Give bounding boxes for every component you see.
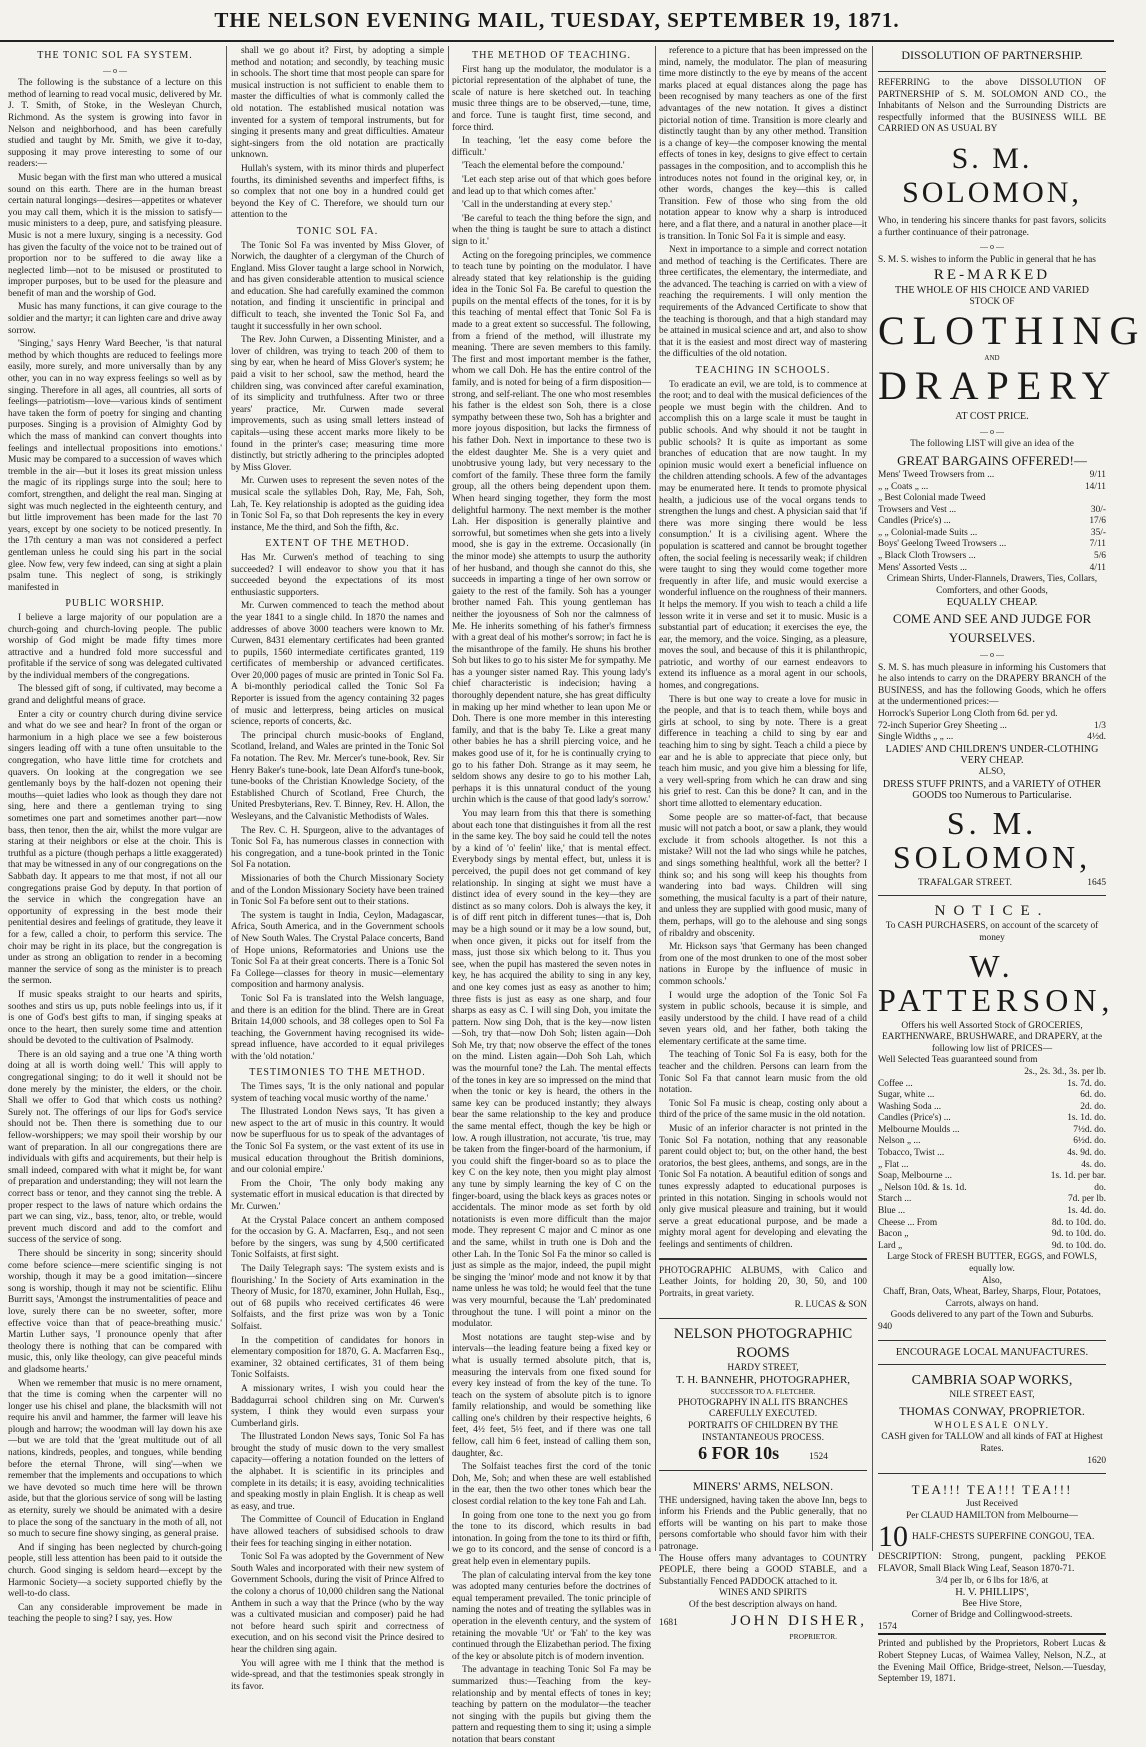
paragraph: In the competition of candidates for honors in elementary composition for 1870, G. A. Macfarren Esq., examiner, 32 obtained certificates, 31 of them being Tonic Solfaists. (231, 1335, 444, 1381)
paragraph: The Solfaist teaches first the cord of the tonic Doh, Me, Soh; and when these are well established in the ear, then the two other tones which bear the closest cordial relation to the key tone Fah and Lah. (452, 1462, 651, 1508)
price-value: do. (1094, 1182, 1106, 1193)
paragraph: At the Crystal Palace concert an anthem composed for the occasion by G. A. Macfarren, Esq., and not seen before by the singers, was sung by 4,500 certificated Tonic Solfaists, at first sight. (231, 1215, 444, 1261)
ad-line: To CASH PURCHASERS, on account of the scarcety of money (885, 921, 1099, 943)
ad-line: Well Selected Teas guaranteed sound from (878, 1055, 1038, 1066)
price-item: Blue ... (878, 1206, 906, 1217)
price-item: Lard „ (878, 1240, 903, 1251)
price-row (878, 470, 1106, 482)
ad-number: 940 (878, 1321, 893, 1332)
paragraph: The teaching of Tonic Sol Fa is easy, both for the teacher and the children. Persons can learn from the Tonic Sol Fa that cannot learn music from the old notation. (659, 1050, 867, 1096)
price-item: Washing Soda ... (878, 1101, 942, 1112)
ad-text: S. M. S. wishes to inform the Public in general that he has (878, 254, 1096, 265)
price-row (878, 1113, 1106, 1125)
ad-text: CASH given for TALLOW and all kinds of FAT at Highest Rates. (881, 1432, 1103, 1454)
tea-ad (878, 1480, 1106, 1633)
paragraph: A missionary writes, I wish you could hear the Baddagurrai school children sing on Mr. Curwen's system, I think they would even surpass your Cumberland girls. (231, 1383, 444, 1429)
ad-line: Of the best description always on hand. (688, 1600, 838, 1611)
ad-line: HALF-CHESTS SUPERFINE CONGOU, TEA. (912, 1531, 1095, 1542)
ad-line: THOMAS CONWAY, PROPRIETOR. (899, 1403, 1085, 1418)
paragraph: In teaching, 'let the easy come before the difficult.' (452, 136, 651, 158)
separator: — o — (980, 242, 1004, 252)
price-value: 5/6 (1094, 551, 1106, 562)
price-value: 6d. do. (1080, 1090, 1106, 1101)
price-value: 6½d. do. (1073, 1136, 1106, 1147)
section-heading: EXTENT OF THE METHOD. (265, 538, 410, 550)
ad-line: STOCK OF (969, 296, 1015, 307)
separator: — o — (980, 426, 1004, 436)
price-value: 30/- (1090, 504, 1106, 515)
paragraph: 'Be careful to teach the thing before the sign, and when the thing is taught be sure to attach a distinct sign to it.' (452, 213, 651, 247)
paragraph: The Times says, 'It is the only national and popular system of teaching vocal music worthy of the name.' (231, 1082, 444, 1104)
section-heading: TEACHING IN SCHOOLS. (695, 365, 831, 377)
ad-line: RE-MARKED (933, 267, 1051, 284)
paragraph: The principal church music-books of England, Scotland, Ireland, and Wales are printed in the Tonic Sol Fa notation. The Rev. Mr. Mercer's tune-book, Rev. Sir Henry Baker's tune-book, late Dean Alford's tune-book, tune-books of the Christian Knowledge Society, of the Established Church of Scotland, Free Church, the United Presbyterians, Rev. T. Binney, Rev. H. Allon, the Wesleyans, and the Calvanistic Methodists of Wales. (231, 730, 444, 822)
price-item: „ „ Coats „ ... (878, 481, 929, 492)
ad-heading: MINERS' ARMS, NELSON. (692, 1478, 834, 1493)
ad-heading: NOTICE. (934, 903, 1050, 920)
price-item: 72-inch Superior Grey Sheeting ... (878, 720, 1007, 731)
price-row (878, 1090, 1106, 1102)
price-value: 4s. 9d. do. (1067, 1148, 1106, 1159)
price-value: 1/3 (1094, 720, 1106, 731)
price-item: Bacon „ (878, 1229, 909, 1240)
ad-line: Just Received (966, 1499, 1018, 1510)
soap-works-ad (878, 1347, 1106, 1468)
price-item: Starch ... (878, 1194, 912, 1205)
paragraph: You may learn from this that there is something about each tone that distinguishes it from all the rest in the same key. The boy said he could tell the notes by a kind of 'o' feelin' like,' that is mental effect. Everybody sings by mental effect, but, unless it is perceived, the pupil does not get command of key relationship. In singing at sight we must have a distinct idea of every sound in the key—they are distinct as so many colors. Doh is always the key, it is of diff rent pitch in different tunes—that is, Doh may be a high sound or it may be a low sound, but, when once given, it picks out for itself from the mass, just those six which belong to it. Thus you see, when the pupil has mastered the seven notes in key, he has acquired the ability to sing in any key, and one key comes just as easy as another to him; three fists is just as easy as one sharp, and four sharps as easy as C. I will sing Doh, you imitate the pattern. Now sing Doh, that is the key—now listen—Soh, try that—now Doh Soh; listen again—Doh Soh Me, try that; now observe the effect of the tones on the mind. Listen again—Doh Soh Lah, which was the mournful tone? the Lah. The mental effects of the tones in key are so impressed on the mind that when the tonic or key is heard, the others in the same key can be produced instantly; they always bear the same relationship to the key and produce the same mental effect, though the key be high or low. A rough illustration, not accurate, 'tis true, may be taken from the finger-board of the harmonium, if you could shift the finger-board so as to place the key C on the key note, then you might play almost any tune by simply learning the key of C on the finger-board, using the black keys as graces notes or accidentals. The minor mode as set forth by old notationists is even more difficult than the major mode. They represent C major and C minor as one and the same, whilst in truth one is Doh and the other Lah. In the Tonic Sol Fa the minor so called is just as simple as the major, indeed, the pupil might be singing the 'minor' mode and not know it by that name unless he was told; he would feel that the tune was very mournful, because the 'Lah' predominated throughout the tune. I will point a minor on the modulator. (452, 809, 651, 1330)
price-list (878, 1079, 1106, 1253)
column-rule (655, 46, 656, 1551)
ad-line: ALSO, (978, 766, 1006, 777)
paragraph: Mr. Hickson says 'that Germany has been changed from one of the most drunken to one of the most sober nations in Europe by the influence of music in common schools.' (659, 942, 867, 987)
paragraph: There is but one way to create a love for music in the people, and that is to teach them, while boys and girls at school, to sing by note. There is a great difference in teaching a child to sing by ear and teaching him to sing by sight. Teach a child a piece by ear and he is able to appreciate that piece only, but teach him music, and you give him a blessing for life, a very well-spring from which he can draw and sing his grief to rest. Can this be done? It can, and in the short time allotted to elementary education. (659, 694, 867, 809)
ad-quantity: 10 (878, 1520, 908, 1554)
ad-line: WINES AND SPIRITS (718, 1588, 808, 1599)
paragraph: reference to a picture that has been impressed on the mind, namely, the modulator. The plan of measuring time more distinctly to the eye by means of the accent marks placed at equal distances along the page has been recognised by many teachers as one of the first advantages of the new notation. It gives a distinct pictorial notion of time. Transition is more clearly and distinctly taught than by any other method. Transition is a change of key—the composer knowing the mental effects of tones in key, designs to give effect to certain passages in the composition, and to accomplish this he introduces notes not found in the original key, or, in other words, changes the key—this is called Transition. Few of those who sing from the old notation appear to know why a sharp is introduced here, and a flat there, and a natural in another place—it is transition. In Tonic Sol Fa it is simple and easy. (659, 46, 867, 242)
ad-text: PHOTOGRAPHIC ALBUMS, with Calico and Leather Joints, for holding 20, 30, 50, and 100 Portraits, in great variety. (659, 1265, 867, 1299)
price-row (878, 1102, 1106, 1114)
paragraph: There is an old saying and a true one 'A thing worth doing at all is worth doing well.' This will apply to congregational singing; to do it well it should not be done merely by the minister, the elders, or the choir. Shall we offer to God that which costs us nothing? Surely not. The offerings of our lips for God's service should not be. Then there is something due to our fellow-worshippers; we may spoil their worship by our want of preparation. In all our congregations there are individuals with gifts and acquirements, but their help is small indeed, compared with what it might be, for want of preparation and understanding; they will not learn the correct bass or tenor, and they cannot sing the treble. A proper respect to the laws of nature which ordains the part we can sing, viz., bass, tenor, alto, or treble, would prevent much discord and add to the comfort and success of the service of song. (8, 1049, 222, 1246)
divider (878, 71, 1106, 72)
separator: — o — (980, 650, 1004, 660)
photographic-rooms-ad (659, 1325, 867, 1464)
price-row (878, 1241, 1106, 1253)
ad-line: The following LIST will give an idea of the (910, 439, 1074, 450)
paragraph: Enter a city or country church during divine service and what do we see and hear? In front of the organ or harmonium in a high place we see a few boisterous singers leading off with a tune often unsuitable to the congregation, who have little time for crotchets and quavers. On looking at the congregation we see gentlemanly boys by the half-dozen not opening their mouths—quiet ladies who look as though they dare not sing, here and there a gentleman trying to sing sometimes one part and sometimes another part—now bass, then tenor, then the air, whilst the more vulgar are staring at their neighbors or else at the choir. This is truthful as a picture (though perhaps a little exaggerated) that may be witnessed in any of our congregations on the Sabbath day. It appears to me that most, if not all our congregations praise God by deputy. In that portion of the service in which the congregation have an opportunity of expressing in the best mode their penitential desires and feelings of gratitude, they leave it for a few, called a choir, to perform this service. The choir may be right in its place, but the congregation is under as strong an obligation to render in a becoming manner the service of song as the minister is to preach the sermon. (8, 709, 223, 987)
ad-line: Large Stock of FRESH BUTTER, EGGS, and FOWLS, equally low. (887, 1252, 1097, 1274)
price-row (878, 482, 1106, 494)
paragraph: I would urge the adoption of the Tonic Sol Fa system in public schools, because it is simple, and easily understood by the child. I have read of a child seven years old, and her father, both taking the elementary certificate at the same time. (659, 990, 867, 1047)
paragraph: Music began with the first man who uttered a musical sound on this earth. There are in the human breast certain natural longings—desires—appetites or whatever you may call them, which it is the mission to satisfy—music ministers to a deep, pure, and satisfying pleasure. Music is not a mere luxury, singing is a necessity. God has given the faculty of the voice not to be trained out of proportion nor to be suffered to die away like a neglected limb—not to be misused or prostituted to improper purposes, but to be used for the pleasure and benefit of man and the worship of God. (8, 172, 222, 299)
price-item: Horrock's Superior Long Cloth from 6d. per yd. (878, 709, 1058, 719)
ad-line: HARDY STREET, (727, 1362, 799, 1373)
ad-number: 1524 (809, 1452, 828, 1463)
price-value: 8d. to 10d. do. (1051, 1217, 1106, 1228)
column-5 (878, 46, 1146, 1685)
ad-heading: NELSON PHOTOGRAPHIC ROOMS (673, 1325, 853, 1361)
ad-line: AT COST PRICE. (955, 411, 1029, 423)
price-row (878, 505, 1106, 517)
ad-number: 1620 (1087, 1455, 1106, 1466)
price-item: „ Black Cloth Trowsers ... (878, 551, 976, 562)
ad-line: DRESS STUFF PRINTS, and a VARIETY of OTHER GOODS too Numerous to Particularise. (882, 778, 1102, 802)
paragraph: First hang up the modulator, the modulator is a pictorial representation of the alphabet of tune, the scale of nature is here sketched out. In teaching music three things are to be observed,—tune, time, and force. Tune is taught first, time second, and force third. (452, 64, 651, 133)
paragraph: And if singing has been neglected by church-going people, still less attention has been paid to it outside the church. Good singing is seldom heard—except by the Harmonic Society—a society supported chiefly by the well-to-do class. (8, 1542, 222, 1600)
price-row (878, 563, 1106, 575)
miners-arms-ad (659, 1477, 867, 1643)
ad-name: S. M. SOLOMON, (892, 804, 1092, 875)
ad-line: Per CLAUD HAMILTON from Melbourne— (906, 1510, 1078, 1521)
paragraph: Acting on the foregoing principles, we commence to teach tune by pointing on the modulator. I have already stated that key relationship is the guiding idea in the Tonic Sol Fa. Be careful to question the pupils on the mental effects of the tones, for it is by this teaching of mental effect that Tonic Sol Fa is made to a great extent so successful. The following, from a friend of the method, will illustrate my meaning. 'There are seven members to this family. The first and most important member is the father, whom we call Doh. He has the entire control of the family, and is noted for being of a firm disposition—strong, and self-reliant. The one who most resembles his father is the eldest son Soh, there is a close sympathy between these two, Soh has a brighter and more joyous disposition, but lacks the firmness of his father Doh. Next in importance to these two is the eldest daughter Me. She is a very quiet and unobtrusive young lady, but very necessary to the comfort of the family. These three form the family group, all the others being dependent upon them. When heard singing together, they form the most delightful harmony. The next member is the mother Lah. Her disposition is generally plaintive and sorrowful, but sometimes when she gets into a lively mood, she is gay in the extreme. Occasionally (in the minor mode) she attempts to usurp the authority of her husband, and though she cannot do this, she succeeds in imparting a tinge of her own sorrow or gaiety to the rest of the family. Soh has a younger brother named Fah. This young gentleman has neither the joyousness of Soh nor the calmness of Me. He inherits something of his father's firmness with a great deal of his mother's sorrow; in fact he is the misanthrope of the family. He shuns his brother Soh but likes to go to his sister Me for sympathy. Me has a younger sister named Ray. This young lady's chief characteristic is indecision; having a thoroughly dependent nature, she has great difficulty in making up her mind whether to lean upon Me or Doh. There is one more member in this interesting family, and that is the baby Te. Like a great many other babies he has a shrill piercing voice, and he makes good use of it, for he is continually crying to go to his father Doh. Strange as it may seem, he seldom shows any desire to go to his mother Lah, perhaps it is this unnatural conduct of the young urchin which is the cause of that good lady's sorrow.' (452, 250, 651, 806)
price-row (878, 1136, 1106, 1148)
price-value: 35/- (1090, 527, 1106, 538)
ad-line: CAREFULLY EXECUTED. (708, 1409, 818, 1420)
price-item: „ Best Colonial made Tweed (878, 493, 986, 504)
paragraph: You will agree with me I think that the method is wide-spread, and that the testimonies speak strongly in its favor. (231, 1658, 444, 1692)
price-item: Mens' Tweed Trowsers from ... (878, 469, 995, 480)
ad-line: 3/4 per lb, or 6 lbs for 18/6, at (935, 1575, 1049, 1586)
price-value: 7/11 (1089, 539, 1106, 550)
paragraph: The Rev. C. H. Spurgeon, alive to the advantages of Tonic Sol Fa, has numerous classes in connection with his congregation, and a tune-book printed in the Tonic Sol Fa notation. (231, 825, 444, 871)
price-value: 14/11 (1084, 481, 1106, 492)
ad-text: The House offers many advantages to COUNTRY PEOPLE, there being a GOOD STABLE, and a Substantially Fenced PADDOCK attached to it. (659, 1553, 867, 1587)
paragraph: The following is the substance of a lecture on this method of learning to read vocal music, delivered by Mr. J. T. Smith, of Stoke, in the Wesleyan Church, Richmond. As the system is growing into favor in Nelson and neighborhood, and has been carefully studied and taught by Mr. Smith, we give it to-day, supposing it may prove interesting to some of our readers:— (8, 78, 222, 170)
paragraph: The Rev. John Curwen, a Dissenting Minister, and a lover of children, was trying to teach 200 of them to sing by ear, when he heard of Miss Glover's system; he paid a visit to her school, saw the method, heard the children sing, was convinced after careful examination, of its simplicity and truthfulness. After two or three years' practice, Mr. Curwen made several improvements, such as using small letters instead of capitals—using these accent marks more likely to be found in the printer's case; measuring time more distinctly, but strictly adhering to the principles adopted by Miss Glover. (231, 335, 444, 473)
price-row (878, 1194, 1106, 1206)
ad-line: 2s., 2s. 3d., 3s. per lb. (1024, 1066, 1106, 1077)
ad-number: 1645 (1087, 877, 1106, 888)
paragraph: Some people are so matter-of-fact, that because music will not patch a boot, or saw a plank, they would exclude it from schools altogether. Is not this a mistake? Will not the lad who sings while he patches, and sings something healthful, work all the better? I think so; and his song will keep his thoughts from wandering into bad ways. Children will sing something, the musical faculty is a part of their nature, and unless they are supplied with good music, many of them, perhaps, will go to the alehouse and sing songs of ribaldry and obscenity. (659, 812, 867, 939)
paragraph: From the Choir, 'The only body making any systematic effort in musical education is that directed by Mr. Curwen.' (231, 1178, 444, 1212)
paragraph: The Committee of Council of Education in England have allowed teachers of subsidised schools to draw their fees for teaching singing in either notation. (231, 1515, 444, 1549)
price-item: Boys' Geelong Tweed Trowsers ... (878, 539, 1007, 550)
ad-line: T. H. BANNEHR, PHOTOGRAPHER, (675, 1373, 851, 1386)
paragraph: Has Mr. Curwen's method of teaching to sing succeeded? I will endeavor to show you that it has succeeded beyond the expectations of its most enthusiastic supporters. (231, 552, 444, 598)
section-heading: THE METHOD OF TEACHING. (472, 50, 631, 61)
ad-line: COME AND SEE AND JUDGE FOR YOURSELVES. (892, 611, 1092, 646)
divider (878, 1340, 1106, 1341)
ad-text: Offers his well Assorted Stock of GROCERIES, EARTHENWARE, BRUSHWARE, and DRAPERY, at the following low list of PRICES— (881, 1020, 1103, 1054)
ad-text: THE undersigned, having taken the above Inn, begs to inform his Friends and the Public generally, that no efforts will be wanting on his part to make those persons comfortable who should favor him with their patronage. (659, 1495, 867, 1553)
paragraph: 'Singing,' says Henry Ward Beecher, 'is that natural method by which thoughts are reduced to feelings more easily, more surely, and more universally than by any other, you can in no way express feelings so well as by singing. Therefore in all ages, all countries, all sorts of feelings—patriotism—love—various kinds of sentiment have taken the form of poetry for singing and chanting purposes. Singing is a provision of Almighty God by which the mass of mankind can convert thoughts into feelings and intellectual propositions into emotions.' Music may be compared to a succession of waves which tremble in the air—but it loses its great mission unless the magic of its ripplings surge into the soul; here to comfort, strengthen, and delight the real man. Singing at sight was much neglected in the eighteenth century, and but little improvement has been made for the last 70 years, except by one society to be noticed presently. In the 17th century a man was not considered a perfect gentleman unless he could sing his part in the social glee. Now few, very few indeed, can sing at sight a plain psalm tune. This neglect of song, is strikingly manifested in (8, 339, 222, 593)
ad-line: LADIES' AND CHILDREN'S UNDER-CLOTHING VERY CHEAP. (885, 743, 1099, 767)
ad-heading: ENCOURAGE LOCAL MANUFACTURES. (895, 1346, 1089, 1358)
ad-line: Corner of Bridge and Collingwood-streets. (911, 1610, 1073, 1621)
price-item: Coffee ... (878, 1078, 913, 1089)
ad-line: Goods delivered to any part of the Town and Suburbs. (890, 1310, 1094, 1321)
ad-line: PHOTOGRAPHY IN ALL ITS BRANCHES (678, 1397, 848, 1408)
paragraph: The system is taught in India, Ceylon, Madagascar, Africa, South America, and in the Government schools of New South Wales. The Crystal Palace concerts, Band of Hope unions, Reformatories and Unions use the Tonic Sol Fa at their great concerts. There is a Tonic Sol Fa College—classes for theory in music—elementary composition and harmony analysis. (231, 910, 444, 991)
price-row (878, 551, 1106, 563)
paragraph: Mr. Curwen commenced to teach the method about the year 1841 to a single child. In 1870 the names and addresses of above 3000 teachers were known to Mr. Curwen, 8431 elementary certificates had been granted to pupils, 1560 intermediate certificates granted, 119 certificates of membership or advanced certificates. Over 20,000 pages of music are printed in Tonic Sol Fa. A bi-monthly periodical called the Tonic Sol Fa Reporter is issued from the agency containing 32 pages of music and letterpress, being articles on musical science, reports of concerts, &c. (231, 601, 444, 728)
paragraph: Tonic Sol Fa is translated into the Welsh language, and there is an edition for the blind. There are in Great Britain 14,000 schools, and 38 colleges open to Sol Fa teaching, the Government having recognised its wide-spread influence, have accorded to it equal privileges with the 'old notation.' (231, 993, 444, 1062)
paragraph: The Tonic Sol Fa was invented by Miss Glover, of Norwich, the daughter of a clergyman of the Church of England. Miss Glover taught a large school in Norwich, and has given considerable attention to musical science and education. She had carefully examined the common notation, and finding it unscientific in principal and difficult to teach, she invented the Tonic Sol Fa, and taught it successfully in her own school. (231, 240, 444, 332)
paragraph: I believe a large majority of our population are a church-going and church-loving people. The public worship of God might be made fifty times more attractive and a hundred fold more successful and profitable if the service of song was delegated cultivated by the individual members of the congregations. (8, 612, 222, 681)
price-row (878, 1218, 1106, 1230)
paragraph: To eradicate an evil, we are told, is to commence at the root; and to deal with the musical deficiences of the people we must begin with the children. And to accomplish this on a large scale it must be taught in public schools. And why should it not be taught in public schools? It is quite as important as some branches of education that are now taught. In my opinion music would exert a beneficial influence on the children attending schools. A few of the advantages may be enumerated here. It tends to promote physical health, a judicious use of the vocal organs tends to strengthen the lungs and chest. A physician said that 'if there was more singing there would be less consumption.' It is a civilising agent. Where the population is scattered and cannot be brought together often, the social feeling is necessarily weak; if children were taught to sing they would come together more frequently in after life, and music would exercise a wonderful influence on the roughness of their manners. It helps the memory. If you wish to teach a child a life lesson write it in verse and set it to music. Music is a substantial part of education; it exercises the eye, the ear, the memory, and the voice. Singing, as a pleasure, moves the soul, and because of this it is philanthropic, patriotic, and worthy of our earnest endeavors to extend its influence as a moral agent in our schools, homes, and congregations. (659, 379, 867, 692)
price-item: Tobacco, Twist ... (878, 1148, 945, 1159)
paragraph: The advantage in teaching Tonic Sol Fa may be summarized thus:—Teaching from the key-relationship and by mental effects of tones in key; teaching by pattern on the modulator—the teacher not singing with the pupils but giving them the pattern and requesting them to sing it; using a simple notation that bears constant (452, 1665, 651, 1745)
paragraph: Missionaries of both the Church Missionary Society and of the London Missionary Society have been trained in Tonic Sol Fa before sent out to their stations. (231, 873, 444, 908)
price-item: Nelson „ ... (878, 1136, 921, 1147)
ad-line: INSTANTANEOUS PROCESS. (702, 1432, 824, 1443)
price-item: Mens' Assorted Vests ... (878, 562, 968, 573)
price-row (878, 709, 1106, 721)
price-value: 7½d. do. (1073, 1124, 1106, 1135)
price-item: „ Flat ... (878, 1159, 909, 1170)
paragraph: Mr. Curwen uses to represent the seven notes of the musical scale the syllables Doh, Ray, Me, Fah, Soh, Lah, Te. Key relationship is adopted as the guiding idea in Tonic Sol Fa, so that Doh represents the key in every instance, Me the third, and Soh the fifth, &c. (231, 476, 444, 533)
price-item: Candles (Price's) ... (878, 516, 951, 527)
ad-line: H. V. PHILLIPS', (955, 1587, 1029, 1599)
paragraph: Next in importance to a simple and correct notation and method of teaching is the Certificates. There are three certificates, the elementary, the intermediate, and the advanced. The teaching is carried on with a view of reaching the requirements. I will only mention the requirements of the Advanced Certificate to show that the teaching is thorough, and that a high standard may be attained in musical science and art, and also to show that it is the easiest and most direct way of mastering the difficulties of the old notation. (659, 245, 867, 360)
price-value: 1s. 7d. do. (1067, 1078, 1106, 1089)
price-row (878, 516, 1106, 528)
price-row (878, 1125, 1106, 1137)
price-value: 17/6 (1089, 516, 1106, 527)
divider (659, 1258, 867, 1260)
masthead: THE NELSON EVENING MAIL, TUESDAY, SEPTEMBER 19, 1871. (0, 0, 1114, 42)
price-item: Single Widths „ „ ... (878, 732, 954, 743)
price-value: 1s. 1d. do. (1067, 1113, 1106, 1124)
paragraph: Music of an inferior character is not printed in the Tonic Sol Fa notation, nothing that any reasonable parent could object to; but, on the other hand, the best oratorios, the best glees, anthems, and songs, are in the Tonic Sol Fa notation. A beautiful edition of songs and tunes expressly adapted to educational purposes is printed in this notation. Singing in schools would not only give musical pleasure and training, but it would serve a great educational purpose, and be made a mighty moral agent for developing and elevating the feelings and sentiments of children. (659, 1124, 867, 1250)
ad-name: S. M. SOLOMON, (902, 141, 1082, 209)
price-item: Cheese ... From (878, 1217, 938, 1228)
ad-line: TRAFALGAR STREET. (918, 877, 1012, 888)
price-value: 9d. to 10d. do. (1051, 1240, 1106, 1251)
paragraph: Can any considerable improvement be made in teaching the people to sing? I say, yes. How (8, 1602, 222, 1625)
price-item: Trowsers and Vest ... (878, 504, 957, 515)
price-row (878, 493, 1106, 505)
ad-line: SUCCESSOR TO A. FLETCHER. (710, 1387, 816, 1397)
ad-signature: R. LUCAS & SON (794, 1300, 867, 1311)
ad-line: CAMBRIA SOAP WORKS, (911, 1373, 1073, 1389)
paragraph: In going from one tone to the next you go from the tone to its discord, which results in bad intonation. In going from the tone to its third or fifth, we go to its concord, and the sense of concord is a great help even in elementary pupils. (452, 1510, 651, 1567)
price-value: 2d. do. (1080, 1101, 1106, 1112)
paragraph: 'Call in the understanding at every step.' (462, 200, 612, 211)
paragraph: Tonic Sol Fa was adopted by the Government of New South Wales and incorporated with their new system of Government Schools, during the visit of Prince Alfred to the colony a chorus of 10,000 children sang the National Anthem in such a way that the Prince (who by the way was a cultivated musician and composer) paid he had not before heard such spirit and correctness of execution, and on his second visit the Prince desired to hear the children sing again. (231, 1552, 444, 1655)
paragraph: The plan of calculating interval from the key tone was adopted many centuries before the doctrines of equal temperament prevailed. The tonic principle of naming the notes and of treating the syllables was in operation in the eleventh century, and the system of retaining the movable 'Ut' or 'Fah' to the key was continued through the Elizabethan period. The fixing of the key or absolute pitch is of modern invention. (452, 1570, 651, 1662)
price-item: Candles (Price's) ... (878, 1113, 951, 1124)
ad-line: WHOLESALE ONLY. (934, 1420, 1050, 1431)
paragraph: There should be sincerity in song; sincerity should come before science—mere scientific singing is not worship, though it may be a good imitation—sincere song is worship, though it may not be scientific. Elihu Burritt says, 'Amongst the instrumentalities of peace and love, surely there can be no sweeter, softer, more effective voice than that of peace-breathing music.' Martin Luther says, 'I pronounce openly that after theology there is nothing that can be compared with music, this, only like theology, can give peaceful minds and gladsome hearts.' (8, 1248, 222, 1375)
price-list (878, 709, 1106, 744)
ad-line: GREAT BARGAINS OFFERED!— (897, 452, 1087, 468)
divider (878, 1364, 1106, 1365)
price-row (878, 1171, 1106, 1183)
section-heading: PUBLIC WORSHIP. (65, 598, 165, 610)
paragraph: Hullah's system, with its minor thirds and pluperfect fourths, its diminished sevenths and imperfect fifths, is so complex that not one boy in a hundred could get beyond the Key of C. Therefore, we should turn our attention to the (231, 163, 444, 221)
ad-line: Also, (981, 1275, 1003, 1286)
ad-text: REFERRING to the above DISSOLUTION OF PARTNERSHIP of S. M. SOLOMON AND CO., the Inhabitants of Nelson and the Surrounding Districts are respectfully informed that the BUSINESS WILL BE CARRIED ON AS USUAL BY (878, 78, 1106, 135)
paragraph: The Daily Telegraph says: 'The system exists and is flourishing.' In the Society of Arts examination in the Theory of Music, for 1870, examiner, John Hullah, Esq., out of 68 pupils who received certificates 46 were Solfaists, and the first prize was won by a Tonic Solfaist. (231, 1263, 444, 1332)
ad-heading: TEA!!! TEA!!! TEA!!! (911, 1482, 1073, 1498)
patterson-notice-ad (878, 902, 1115, 1333)
paragraph: Music has many functions, it can give courage to the soldier and the martyr; it can lighten care and drive away sorrow. (8, 302, 222, 336)
price-item: „ „ Colonial-made Suits ... (878, 527, 978, 538)
paragraph: When we remember that music is no mere ornament, that the time is coming when the carpenter will no longer use his chisel and plane, the blacksmith will not require his anvil and hammer, the farmer will leave his plough and harrow; the woodman will lay down his axe—but we are told that the 'great multitude out of all nations, kindreds, peoples, and tongues, while bending before the eternal Throne, will sing'—when we remember that the implements and occupations to which we have devoted so much time here will be thrown aside, but that the glorious service of song will be lasting as eternity, surely we should be animated with a desire to place the song of the sanctuary in the moth of all, not so much to secure fine showy singing, as general praise. (8, 1378, 222, 1540)
column-2 (231, 46, 444, 1692)
price-row (878, 1148, 1106, 1160)
ad-line: NILE STREET EAST, (949, 1390, 1035, 1401)
dissolution-ad (878, 46, 1146, 889)
ad-name: W. PATTERSON, (878, 947, 1115, 1018)
ad-line: PROPRIETOR. (789, 1631, 837, 1641)
ad-text: S. M. S. has much pleasure in informing his Customers that he also intends to carry on the DRAPERY BRANCH of the BUSINESS, and has the following Goods, which he offers at the undermentioned prices:— (878, 662, 1106, 708)
price-row (878, 1079, 1106, 1091)
price-item: Melbourne Moulds ... (878, 1124, 960, 1135)
paragraph: Tonic Sol Fa music is cheap, costing only about a third of the price of the same music in the old notation. (659, 1098, 867, 1121)
price-row (878, 732, 1106, 744)
price-value: 4½d. (1087, 732, 1106, 743)
divider (878, 1473, 1106, 1474)
ad-line: EQUALLY CHEAP. (946, 596, 1038, 609)
price-row (878, 1206, 1106, 1218)
paragraph: 'Let each step arise out of that which goes before and lead up to that which comes after.' (452, 174, 651, 197)
price-row (878, 1160, 1106, 1172)
paragraph: If music speaks straight to our hearts and spirits, soothes and stirs us up, puts noble feelings into us, if it is one of God's best gifts to man, if singing speaks at once to the heart, then surely some time and attention should be devoted to the cultivation of Psalmody. (8, 989, 222, 1047)
paragraph: The Illustrated London News says, Tonic Sol Fa has brought the study of music down to the very smallest capacity—offering a notation founded on the letters of the alphabet. It is scientific in its principles and complete in its details; it is easy, avoiding technicalities and speaking mostly in plain English. It is cheap as well as easy, and true. (231, 1432, 444, 1512)
price-row (878, 1229, 1106, 1241)
ad-line: AND (984, 353, 1000, 362)
article-title: THE TONIC SOL FA SYSTEM. (37, 50, 193, 61)
column-3 (452, 46, 651, 1745)
divider (659, 1470, 867, 1471)
price-value: 4/11 (1089, 562, 1106, 573)
price-value: 9d. to 10d. do. (1051, 1229, 1106, 1240)
price-value: 9/11 (1089, 469, 1106, 480)
ad-line: THE WHOLE OF HIS CHOICE AND VARIED (895, 285, 1089, 297)
ad-name: JOHN DISHER, (730, 1612, 867, 1629)
column-1 (8, 46, 223, 1625)
price-item: Soap, Melbourne ... (878, 1171, 952, 1182)
price-row (878, 721, 1106, 733)
paragraph: 'Teach the elemental before the compound.' (462, 161, 625, 172)
paragraph: shall we go about it? First, by adopting a simple method and notation; and secondly, by teaching music in schools. The short time that most people can spare for musical instruction is not sufficient to enable them to master the difficulties of what is commonly called the old notation. The established musical notation was invented for a system of temporal instruments, but for singing it presents many and great difficulties. Amateur sight-singers from the old notation are practically unknown. (231, 46, 444, 161)
column-4 (659, 46, 867, 1641)
paragraph: Most notations are taught step-wise and by intervals—the leading feature being a fixed key or what is usually termed absolute pitch, that is, measuring the intervals from one fixed sound for every key instead of from the key of the tune. To teach on the system of absolute pitch is to ignore family relationship, and would be something like calling one's children by their respective heights, 6 feet, 4½ feet, 5½ feet, and if there was one tall fellow, call him 6 feet, instead of calling them son, daughter, &c. (452, 1332, 651, 1459)
ad-display: CLOTHING (878, 307, 1146, 353)
price-item: „ Nelson 10d. & 1s. 1d. (878, 1182, 967, 1193)
photo-albums-ad (659, 1266, 867, 1312)
price-row (878, 528, 1106, 540)
ad-display: DRAPERY (878, 363, 1119, 409)
ad-line: PORTRAITS OF CHILDREN BY THE (688, 1420, 838, 1431)
divider (659, 1318, 867, 1319)
price-row (878, 1183, 1106, 1195)
ad-number: 1681 (659, 1617, 678, 1628)
separator: — o — (103, 65, 127, 75)
ad-heading: DISSOLUTION OF PARTNERSHIP. (901, 48, 1083, 62)
ad-line: Chaff, Bran, Oats, Wheat, Barley, Sharps, Flour, Potatoes, Carrots, always on hand. (883, 1287, 1101, 1309)
divider (878, 895, 1106, 896)
price-value: 1s. 4d. do. (1067, 1206, 1106, 1217)
paragraph: The blessed gift of song, if cultivated, may become a grand and delightful means of grace. (8, 684, 222, 707)
column-rule (226, 46, 227, 1551)
column-rule (448, 46, 449, 1551)
ad-text: Who, in tendering his sincere thanks for past favors, solicits a further continuance of their patronage. (878, 215, 1106, 238)
price-value: 4s. do. (1081, 1159, 1106, 1170)
column-rule (872, 46, 873, 1551)
ad-text: DESCRIPTION: Strong, pungent, packling PEKOE FLAVOR, Small Black Wing Leaf, Season 1870-71. (878, 1552, 1106, 1574)
imprint: Printed and published by the Proprietors, Robert Lucas & Robert Stepney Lucas, of Waimea Valley, Nelson, N.Z., at the Evening Mail Office, Bridge-street, Nelson.—Tuesday, September 19, 1871. (878, 1633, 1106, 1685)
price-item: Sugar, white ... (878, 1090, 935, 1101)
price-list (878, 470, 1106, 574)
section-heading: TONIC SOL FA. (296, 225, 379, 237)
ad-number: 1574 (878, 1621, 897, 1632)
ad-line: Crimean Shirts, Under-Flannels, Drawers, Ties, Collars, Comforters, and other Goods, (886, 574, 1098, 596)
price-value: 1s. 1d. per bar. (1050, 1171, 1106, 1182)
section-heading: TESTIMONIES TO THE METHOD. (249, 1067, 426, 1079)
ad-price: 6 FOR 10s (698, 1443, 780, 1464)
paragraph: The Illustrated London News says, 'It has given a new aspect to the art of music in this country. It would now be superfluous for us to speak of the advantages of the Tonic Sol Fa system, or the vast extent of its use in musical education throughout the British dominions, and our colonial empire.' (231, 1107, 444, 1176)
ad-line: Bee Hive Store, (962, 1598, 1022, 1609)
price-row (878, 539, 1106, 551)
price-value: 7d. per lb. (1067, 1194, 1106, 1205)
